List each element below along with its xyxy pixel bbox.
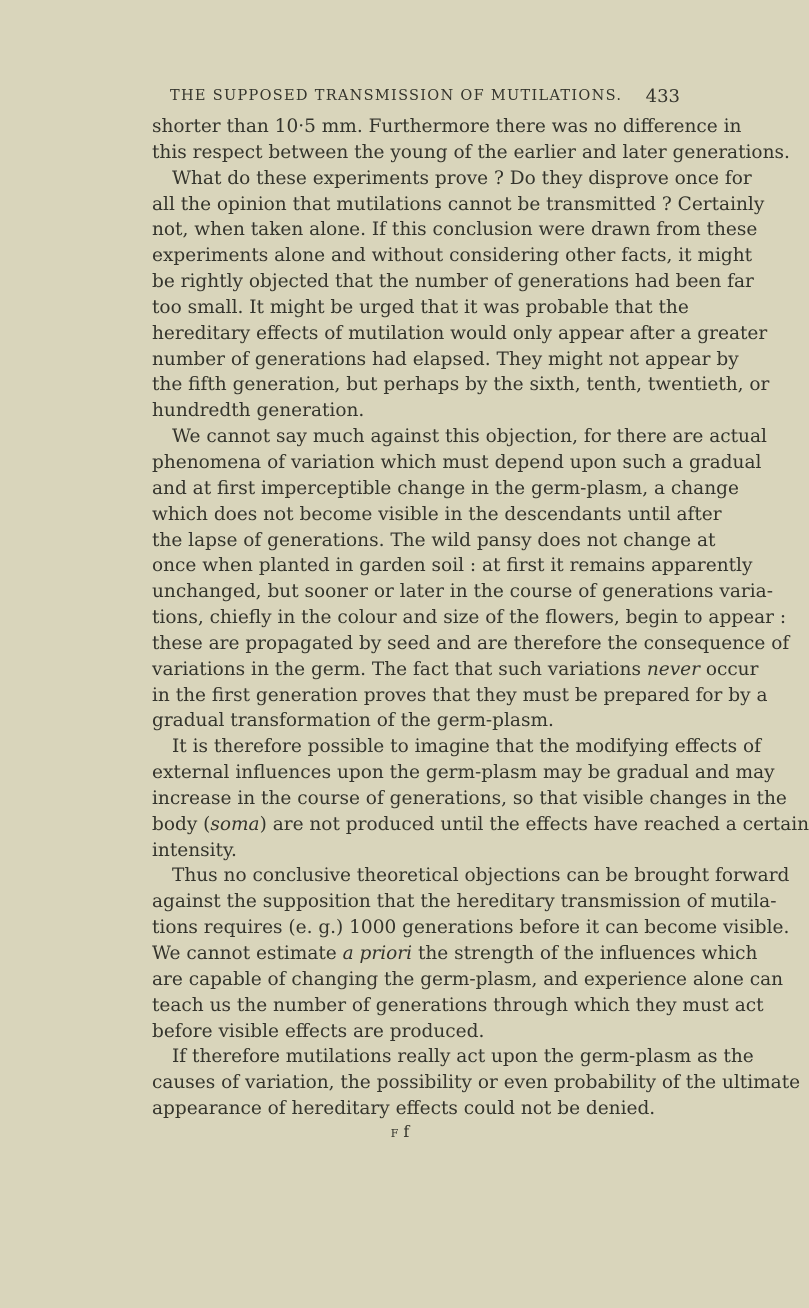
- italic-text: a priori: [342, 943, 413, 964]
- text-line: [152, 424, 767, 450]
- text-line: [152, 476, 739, 502]
- line-text: the strength of the influences which: [412, 943, 758, 964]
- line-text: tions, chiefly in the colour and size of the flowers, begin to appear :: [152, 607, 787, 629]
- line-text: before visible effects are produced.: [152, 1020, 485, 1042]
- line-text: too small. It might be urged that it was probable that the: [152, 296, 689, 318]
- line-text: this respect between the young of the earlier and later generations.: [152, 141, 790, 163]
- printer-signature: [0, 1122, 800, 1141]
- line-text: increase in the course of generations, so that visible changes in the: [152, 787, 787, 809]
- text-line: [152, 605, 787, 631]
- text-line: [152, 243, 753, 269]
- line-text: not, when taken alone. If this conclusion were drawn from these: [152, 219, 758, 241]
- line-text: the fifth generation, but perhaps by the sixth, tenth, twentieth, or: [152, 374, 770, 396]
- line-text: It is therefore possible to imagine that the modifying effects of: [172, 736, 761, 758]
- line-text: We cannot estimate: [152, 943, 343, 964]
- text-line: [152, 553, 753, 579]
- text-line: [152, 760, 775, 786]
- italic-text: soma: [210, 813, 260, 835]
- line-text: in the first generation proves that they must be prepared for by a: [152, 684, 768, 706]
- text-line: [152, 683, 768, 709]
- line-text: body (: [152, 813, 211, 835]
- text-line: [152, 579, 773, 605]
- line-text: once when planted in garden soil : at first it remains apparently: [152, 555, 753, 577]
- text-line: [152, 967, 784, 993]
- text-line: [152, 502, 722, 528]
- line-text: hundredth generation.: [152, 400, 365, 422]
- line-text: and at first imperceptible change in the germ-plasm, a change: [152, 477, 739, 499]
- text-line: [152, 295, 689, 321]
- text-line: [152, 450, 762, 476]
- line-text: these are propagated by seed and are therefore the consequence of: [152, 632, 790, 654]
- line-text: are capable of changing the germ-plasm, and experience alone can: [152, 968, 784, 990]
- line-text: variations in the germ. The fact that such variations: [152, 658, 647, 680]
- text-line: [152, 1070, 801, 1096]
- line-text: We cannot say much against this objection, for there are actual: [172, 426, 767, 448]
- text-line: [152, 269, 754, 295]
- text-line: [152, 372, 770, 398]
- body-text: [152, 114, 809, 1122]
- text-line: [152, 734, 761, 760]
- line-text: against the supposition that the hereditary transmission of mutila-: [152, 891, 777, 913]
- text-line: [152, 1044, 754, 1070]
- line-text: tions requires (e. g.) 1000 generations before it can become visible.: [152, 917, 790, 939]
- text-line: [152, 915, 790, 941]
- text-line: [152, 347, 739, 373]
- text-line: [152, 889, 777, 915]
- text-line: [152, 192, 765, 218]
- text-line: [152, 1019, 679, 1045]
- text-line: [152, 657, 759, 683]
- line-text: the lapse of generations. The wild pansy does not change at: [152, 529, 716, 551]
- line-text: intensity.: [152, 839, 237, 861]
- italic-text: never: [646, 658, 700, 680]
- text-line: [152, 217, 758, 243]
- line-text: which does not become visible in the descendants until after: [152, 503, 722, 525]
- line-text: shorter than 10·5 mm. Furthermore there was no difference in: [152, 116, 742, 137]
- line-text: number of generations had elapsed. They might not appear by: [152, 348, 739, 370]
- line-text: unchanged, but sooner or later in the course of generations varia-: [152, 581, 773, 603]
- signature-lower: f: [403, 1122, 410, 1141]
- running-title: THE SUPPOSED TRANSMISSION OF MUTILATIONS.: [170, 88, 623, 104]
- text-line: [152, 708, 679, 734]
- line-text: If therefore mutilations really act upon the germ-plasm as the: [172, 1046, 754, 1068]
- line-text: ) are not produced until the effects have reached a certain: [259, 813, 809, 835]
- line-text: occur: [699, 658, 759, 680]
- running-header: [170, 88, 680, 112]
- text-line: [152, 140, 790, 166]
- line-text: Thus no conclusive theoretical objections can be brought forward: [172, 865, 790, 887]
- signature-upper: F: [390, 1127, 400, 1140]
- line-text: gradual transformation of the germ-plasm.: [152, 710, 554, 732]
- text-line: [152, 114, 742, 140]
- text-line: [152, 941, 758, 967]
- line-text: be rightly objected that the number of generations had been far: [152, 271, 754, 293]
- line-text: all the opinion that mutilations cannot be transmitted ? Certainly: [152, 193, 765, 215]
- line-text: teach us the number of generations through which they must act: [152, 994, 764, 1016]
- text-line: [152, 786, 787, 812]
- text-line: [152, 1096, 679, 1122]
- text-line: [152, 838, 679, 864]
- text-line: [152, 528, 716, 554]
- text-line: [152, 321, 768, 347]
- line-text: causes of variation, the possibility or even probability of the ultimate: [152, 1072, 801, 1094]
- text-line: [152, 863, 790, 889]
- line-text: hereditary effects of mutilation would only appear after a greater: [152, 322, 768, 344]
- text-line: [152, 166, 752, 192]
- line-text: phenomena of variation which must depend upon such a gradual: [152, 451, 762, 473]
- line-text: appearance of hereditary effects could not be denied.: [152, 1098, 656, 1120]
- text-line: [152, 993, 764, 1019]
- text-line: [152, 631, 790, 657]
- text-line: [152, 398, 679, 424]
- page-number: 433: [645, 86, 680, 107]
- line-text: experiments alone and without considering other facts, it might: [152, 245, 753, 267]
- text-line: [152, 812, 809, 838]
- line-text: external influences upon the germ-plasm may be gradual and may: [152, 762, 775, 784]
- line-text: What do these experiments prove ? Do they disprove once for: [172, 167, 752, 189]
